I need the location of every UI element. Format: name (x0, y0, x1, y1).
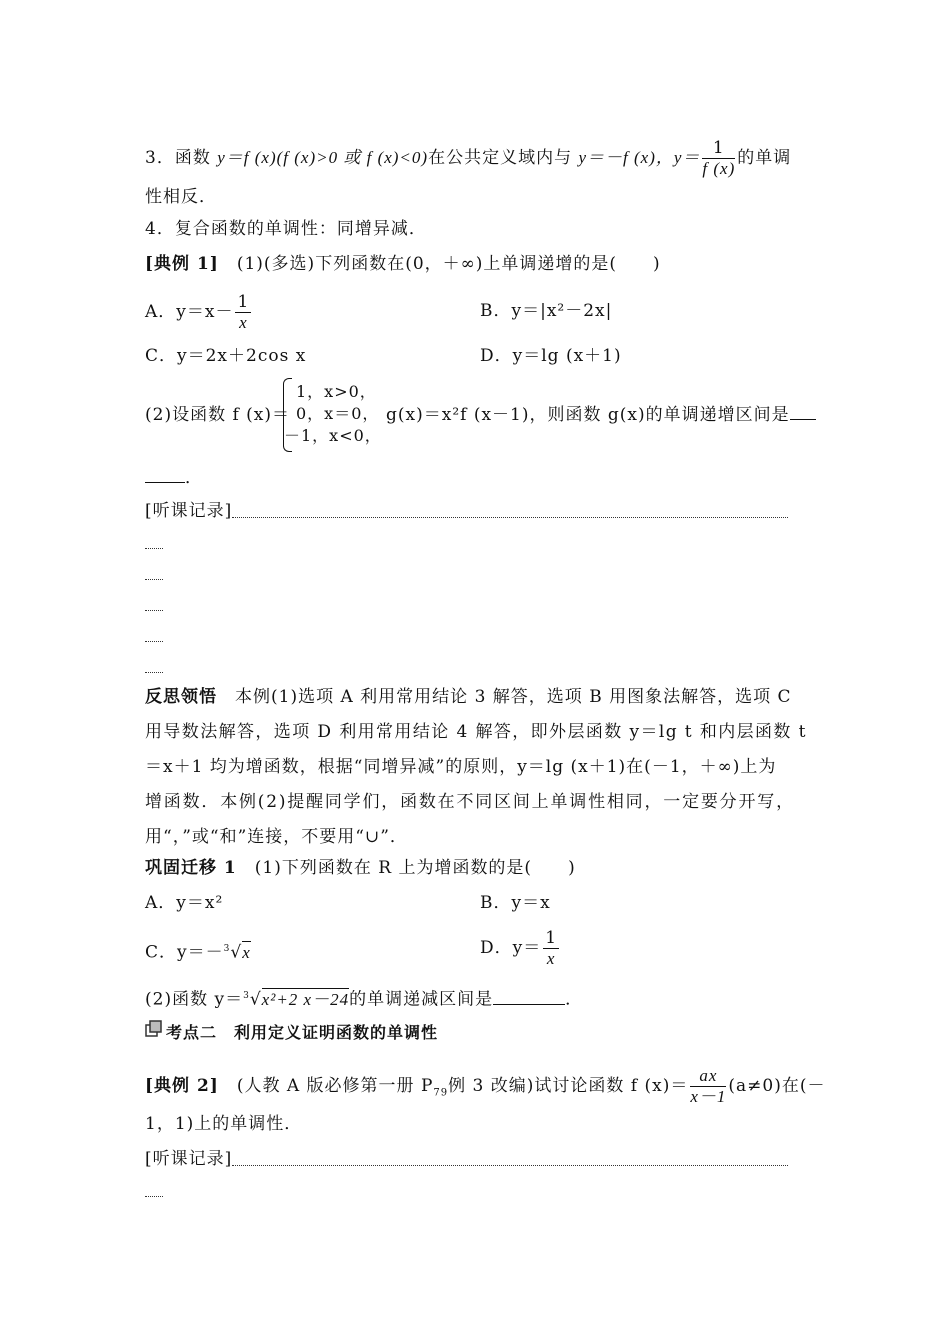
piecewise-case-2: 0，x＝0， (296, 404, 380, 423)
example-1-tag: [典例 1] (145, 254, 219, 274)
practice-1-option-b: B．y＝x (480, 893, 551, 913)
item-3-suffix: 的单调 (737, 148, 792, 168)
notes-line[interactable] (145, 548, 163, 549)
example-1-question: (1)(多选)下列函数在(0，＋∞)上单调递增的是( ) (218, 254, 661, 274)
notes-line[interactable] (232, 517, 788, 518)
item-3-formula2: y＝－f (x)，y＝ (578, 148, 701, 167)
reflection-line-1: 反思领悟 本例(1)选项 A 利用常用结论 3 解答，选项 B 用图象法解答，选项 C (145, 687, 792, 707)
notes-label-1: [听课记录] (145, 501, 233, 521)
reflection-line-2: 用导数法解答，选项 D 利用常用结论 4 解答，即外层函数 y＝lg t 和内层函数 t (145, 722, 807, 742)
example-2-tag: [典例 2] (145, 1076, 219, 1096)
example-1-option-c: C．y＝2x＋2cos x (145, 346, 307, 366)
example-1-part2-answer-blank[interactable]: ． (145, 467, 203, 489)
item-3-prefix: 3．函数 (145, 148, 218, 168)
practice-1-option-d: D．y＝ $\frac{1}{x}$ (480, 928, 558, 968)
item-3-formula: y＝f (x)(f (x)>0 或 f (x)<0) (217, 148, 429, 167)
item-3-line2: 性相反． (145, 187, 217, 207)
example-1-part2-prefix: (2)设函数 f (x)＝ (145, 405, 291, 425)
piecewise-case-1: 1，x>0， (296, 382, 377, 401)
notes-line[interactable] (145, 641, 163, 642)
practice-1-option-a: A．y＝x² (145, 893, 224, 913)
piecewise-case-3: －1，x<0， (284, 426, 382, 445)
example-1-option-d: D．y＝lg (x＋1) (480, 346, 622, 366)
item-4: 4．复合函数的单调性：同增异减． (145, 219, 427, 239)
section-2-title: 考点二 利用定义证明函数的单调性 (166, 1023, 439, 1042)
example-1-option-a: A．y＝x－ $\frac{1}{x}$ (145, 292, 250, 332)
practice-1-option-c: C．y＝－$^3$√x (145, 942, 251, 963)
item-3-mid: 在公共定义域内与 (428, 148, 579, 168)
notes-line[interactable] (145, 1196, 163, 1197)
practice-1-answer-blank[interactable] (493, 1004, 565, 1005)
example-1-part2-suffix: g(x)＝x²f (x－1)，则函数 g(x)的单调递增区间是 (386, 404, 816, 426)
section-icon (145, 1020, 163, 1038)
example-2-line-2: 1，1)上的单调性． (145, 1114, 303, 1134)
item-3-fraction: $\frac{1}{f (x)}$ (702, 138, 736, 178)
reflection-line-4: 增函数．本例(2)提醒同学们，函数在不同区间上单调性相同，一定要分开写， (145, 792, 795, 812)
example-1-stem (145, 253, 661, 275)
practice-1-part2: (2)函数 y＝$^3$√x²+2 x－24的单调递减区间是 ． (145, 989, 584, 1010)
item-3-line1 (145, 138, 791, 179)
practice-1-label: 巩固迁移 1 (145, 858, 237, 878)
notes-line[interactable] (232, 1165, 788, 1166)
practice-1-stem: 巩固迁移 1 (1)下列函数在 R 上为增函数的是( ) (145, 858, 576, 878)
notes-line[interactable] (145, 610, 163, 611)
reflection-line-5: 用“，”或“和”连接，不要用“∪”． (145, 827, 408, 847)
example-1-option-b: B．y＝|x²－2x| (480, 301, 613, 321)
notes-line[interactable] (145, 672, 163, 673)
example-2-line-1: [典例 2] (人教 A 版必修第一册 $P_{79}$例 3 改编)试讨论函数 f (x)＝ $\frac{ax}{x-1}$ (a≠0)在(－ (145, 1066, 826, 1106)
reflection-label: 反思领悟 (145, 687, 217, 707)
notes-label-2: [听课记录] (145, 1149, 233, 1169)
reflection-line-3: ＝x＋1 均为增函数，根据“同增异减”的原则，y＝lg (x＋1)在(－1，＋∞)上为 (145, 757, 777, 777)
notes-line[interactable] (145, 579, 163, 580)
